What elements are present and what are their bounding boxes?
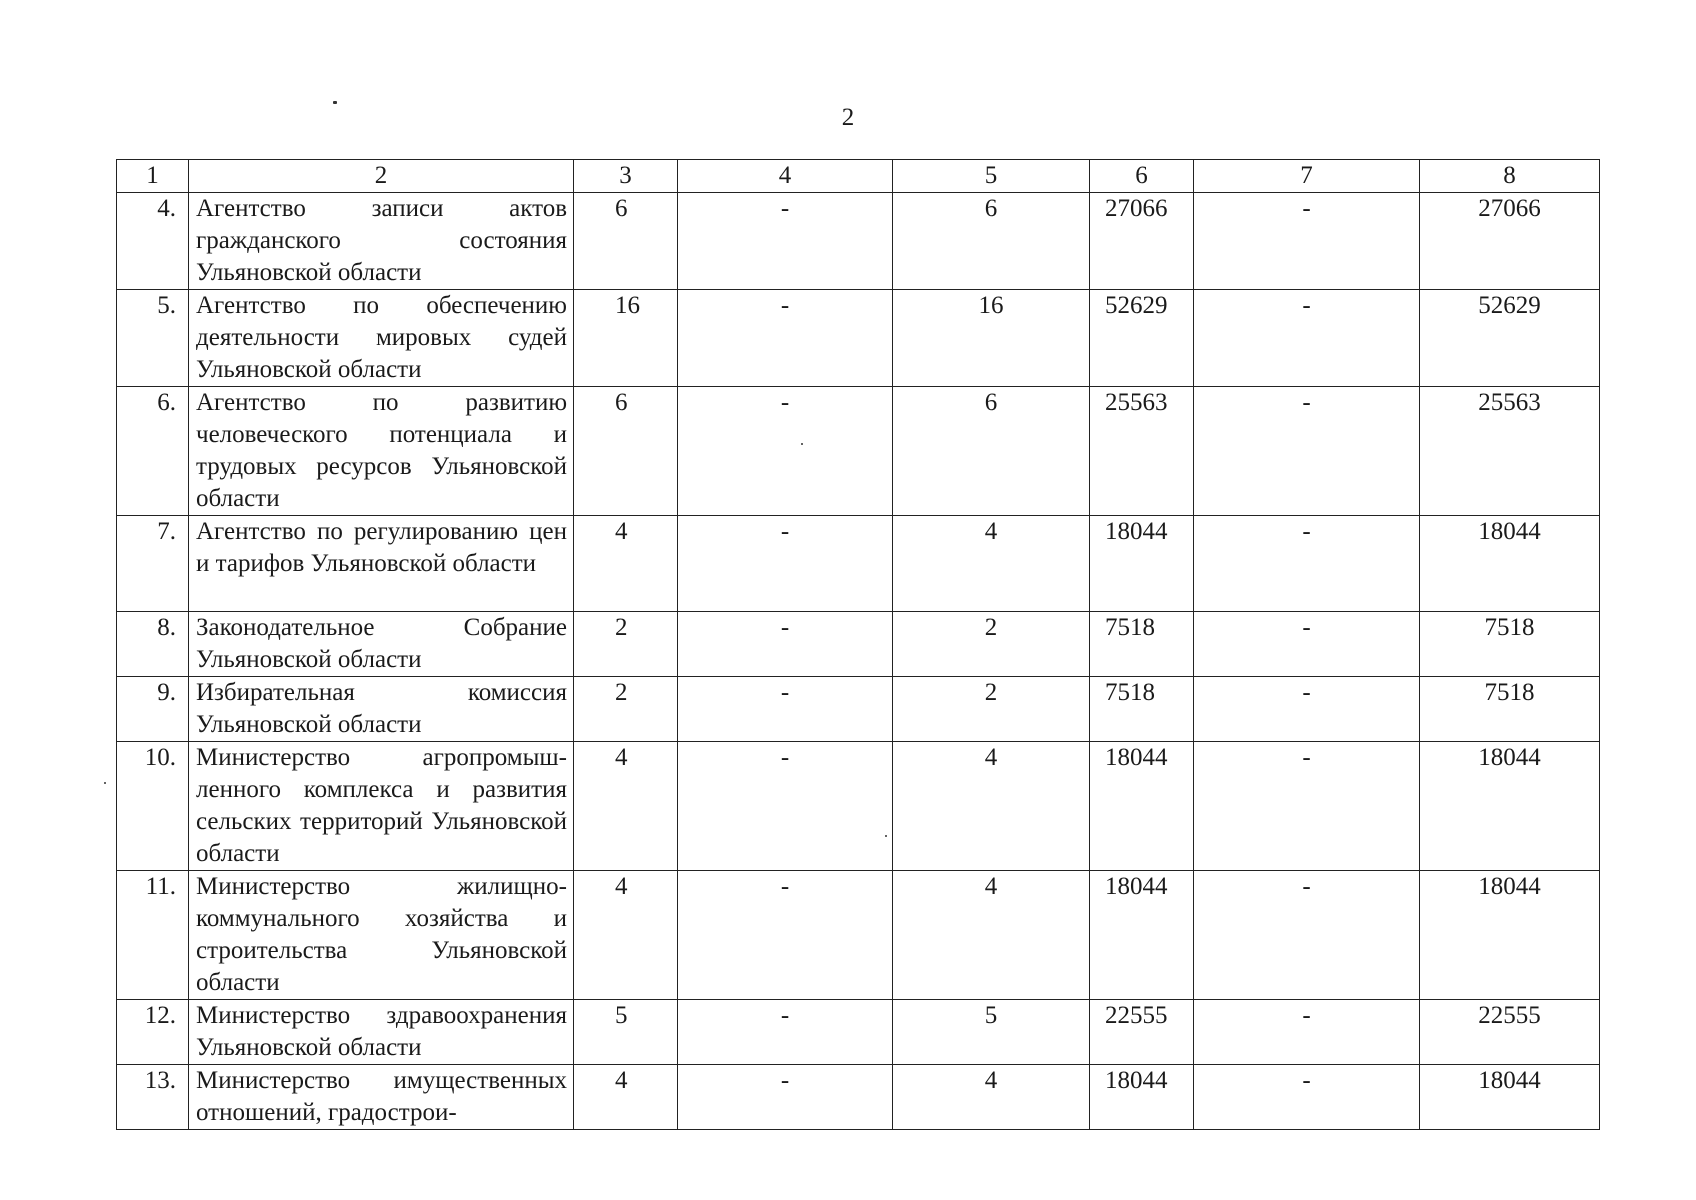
cell-col3: 4 xyxy=(574,1065,678,1130)
cell-col8: 18044 xyxy=(1420,516,1600,612)
row-number: 12. xyxy=(117,1000,189,1065)
column-header-row xyxy=(117,160,1600,193)
table-row xyxy=(117,742,1600,871)
cell-col5: 4 xyxy=(893,516,1090,612)
column-header: 6 xyxy=(1090,160,1194,193)
cell-col5: 2 xyxy=(893,677,1090,742)
cell-col8: 52629 xyxy=(1420,290,1600,387)
column-header: 1 xyxy=(117,160,189,193)
cell-col4: - xyxy=(678,516,893,612)
row-number: 5. xyxy=(117,290,189,387)
allocation-table xyxy=(116,159,1600,1130)
cell-col3: 2 xyxy=(574,677,678,742)
agency-name: Министерство жилищно-коммунального хозяйства и строительства Ульяновской области xyxy=(189,871,574,1000)
table-row xyxy=(117,516,1600,612)
page-number: 2 xyxy=(841,104,855,131)
cell-col4: - xyxy=(678,612,893,677)
cell-col4: - xyxy=(678,871,893,1000)
cell-col4: - xyxy=(678,1000,893,1065)
cell-col4: - xyxy=(678,193,893,290)
row-number: 7. xyxy=(117,516,189,612)
cell-col7: - xyxy=(1194,516,1420,612)
cell-col8: 18044 xyxy=(1420,742,1600,871)
cell-col7: - xyxy=(1194,193,1420,290)
table-row xyxy=(117,871,1600,1000)
cell-col3: 6 xyxy=(574,193,678,290)
cell-col4: - xyxy=(678,677,893,742)
table-row xyxy=(117,677,1600,742)
cell-col3: 5 xyxy=(574,1000,678,1065)
cell-col7: - xyxy=(1194,1065,1420,1130)
row-number: 4. xyxy=(117,193,189,290)
cell-col8: 7518 xyxy=(1420,612,1600,677)
agency-name: Агентство по развитию человеческого потенциала и трудовых ресурсов Ульяновской области xyxy=(189,387,574,516)
cell-col5: 6 xyxy=(893,193,1090,290)
table-body xyxy=(117,160,1600,1130)
cell-col7: - xyxy=(1194,677,1420,742)
cell-col3: 4 xyxy=(574,871,678,1000)
agency-name: Агентство по обеспечению деятельности мировых судей Ульяновской области xyxy=(189,290,574,387)
agency-name: Министерство агропромышленного комплекса и развития сельских территорий Ульяновской области xyxy=(189,742,574,871)
row-number: 9. xyxy=(117,677,189,742)
cell-col8: 18044 xyxy=(1420,871,1600,1000)
cell-col8: 25563 xyxy=(1420,387,1600,516)
cell-col6: 52629 xyxy=(1090,290,1194,387)
column-header: 4 xyxy=(678,160,893,193)
agency-name: Министерство имущественных отношений, градострои- xyxy=(189,1065,574,1130)
cell-col5: 4 xyxy=(893,742,1090,871)
cell-col7: - xyxy=(1194,387,1420,516)
cell-col6: 22555 xyxy=(1090,1000,1194,1065)
cell-col8: 22555 xyxy=(1420,1000,1600,1065)
row-number: 13. xyxy=(117,1065,189,1130)
cell-col8: 27066 xyxy=(1420,193,1600,290)
cell-col8: 7518 xyxy=(1420,677,1600,742)
scan-speck xyxy=(104,782,106,784)
table-row xyxy=(117,387,1600,516)
row-number: 10. xyxy=(117,742,189,871)
column-header: 2 xyxy=(189,160,574,193)
cell-col5: 5 xyxy=(893,1000,1090,1065)
column-header: 3 xyxy=(574,160,678,193)
cell-col7: - xyxy=(1194,612,1420,677)
agency-name: Министерство здравоохранения Ульяновской области xyxy=(189,1000,574,1065)
cell-col5: 16 xyxy=(893,290,1090,387)
cell-col6: 7518 xyxy=(1090,612,1194,677)
cell-col6: 25563 xyxy=(1090,387,1194,516)
row-number: 11. xyxy=(117,871,189,1000)
agency-name: Избирательная комиссия Ульяновской области xyxy=(189,677,574,742)
cell-col3: 4 xyxy=(574,742,678,871)
scan-speck xyxy=(333,101,337,104)
table-row xyxy=(117,290,1600,387)
cell-col3: 6 xyxy=(574,387,678,516)
agency-name: Агентство по регулированию цен и тарифов Ульяновской области xyxy=(189,516,574,612)
cell-col7: - xyxy=(1194,742,1420,871)
cell-col5: 4 xyxy=(893,1065,1090,1130)
column-header: 8 xyxy=(1420,160,1600,193)
cell-col4: - xyxy=(678,1065,893,1130)
cell-col7: - xyxy=(1194,871,1420,1000)
cell-col6: 27066 xyxy=(1090,193,1194,290)
cell-col6: 18044 xyxy=(1090,742,1194,871)
cell-col5: 2 xyxy=(893,612,1090,677)
agency-name: Законодательное Собрание Ульяновской области xyxy=(189,612,574,677)
table-row xyxy=(117,1000,1600,1065)
row-number: 8. xyxy=(117,612,189,677)
cell-col6: 18044 xyxy=(1090,1065,1194,1130)
cell-col8: 18044 xyxy=(1420,1065,1600,1130)
table-row xyxy=(117,1065,1600,1130)
cell-col6: 18044 xyxy=(1090,871,1194,1000)
row-number: 6. xyxy=(117,387,189,516)
cell-col5: 6 xyxy=(893,387,1090,516)
table-row xyxy=(117,193,1600,290)
column-header: 5 xyxy=(893,160,1090,193)
column-header: 7 xyxy=(1194,160,1420,193)
cell-col7: - xyxy=(1194,290,1420,387)
cell-col4: - xyxy=(678,290,893,387)
cell-col3: 4 xyxy=(574,516,678,612)
cell-col7: - xyxy=(1194,1000,1420,1065)
cell-col3: 2 xyxy=(574,612,678,677)
agency-name: Агентство записи актов гражданского состояния Ульяновской области xyxy=(189,193,574,290)
cell-col6: 7518 xyxy=(1090,677,1194,742)
cell-col4: - xyxy=(678,387,893,516)
table-row xyxy=(117,612,1600,677)
cell-col4: - xyxy=(678,742,893,871)
cell-col3: 16 xyxy=(574,290,678,387)
cell-col6: 18044 xyxy=(1090,516,1194,612)
cell-col5: 4 xyxy=(893,871,1090,1000)
